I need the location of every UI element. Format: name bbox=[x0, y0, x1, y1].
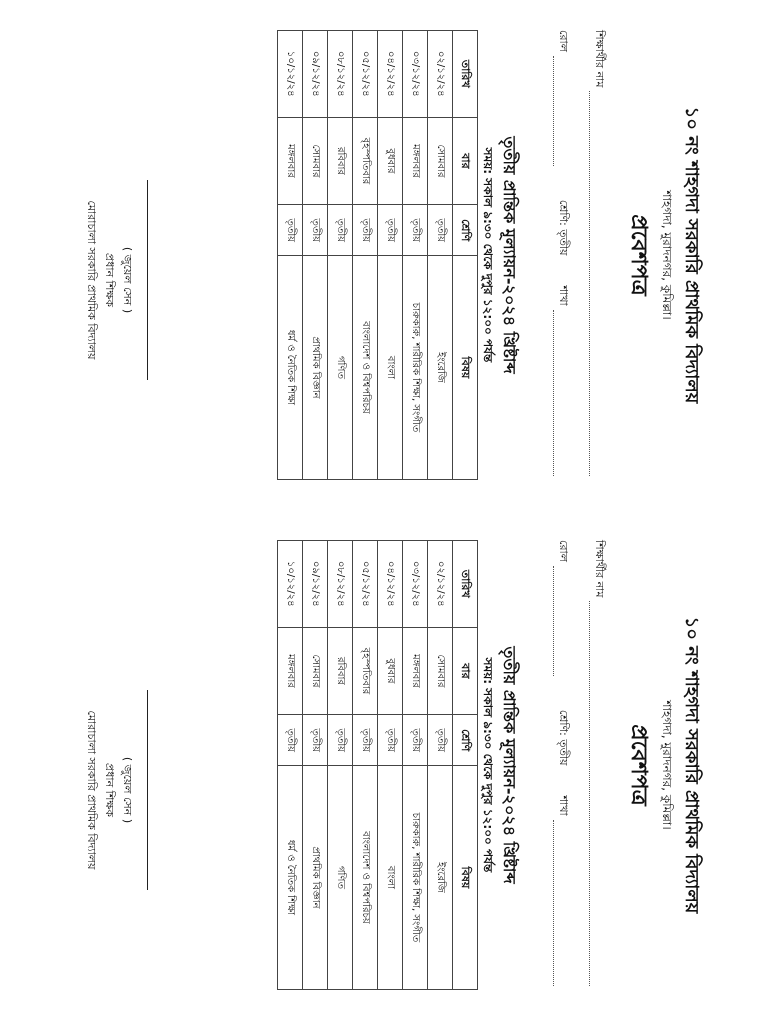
table-cell: বাংলাদেশ ও বিশ্বপরিচয় bbox=[353, 255, 378, 479]
table-cell: গণিত bbox=[328, 255, 353, 479]
table-cell: ০৩/১২/২৪ bbox=[403, 31, 428, 118]
table-cell: সোমবার bbox=[428, 117, 453, 205]
table-header-cell: শ্রেণি bbox=[453, 205, 478, 255]
roll-label: রোল bbox=[557, 30, 570, 52]
table-cell: তৃতীয় bbox=[353, 715, 378, 765]
table-cell: মঙ্গলবার bbox=[403, 627, 428, 715]
table-cell: ০৩/১২/২৪ bbox=[403, 541, 428, 628]
table-header-cell: বিষয় bbox=[453, 255, 478, 479]
table-cell: সোমবার bbox=[303, 627, 328, 715]
class-label: শ্রেণি: তৃতীয় bbox=[557, 709, 570, 766]
table-cell: বুধবার bbox=[378, 117, 403, 205]
table-cell: ইংরেজি bbox=[428, 255, 453, 479]
school-name: ১০ নং শাহগদা সরকারি প্রাথমিক বিদ্যালয় bbox=[681, 106, 702, 404]
table-row bbox=[428, 541, 453, 990]
exam-time: সময়: সকাল ৯:৩০ থেকে দুপুর ১২:০০ পর্যন্ত bbox=[481, 147, 495, 363]
table-cell: মঙ্গলবার bbox=[278, 627, 303, 715]
table-cell: ০৫/১২/২৪ bbox=[353, 541, 378, 628]
table-cell: তৃতীয় bbox=[428, 205, 453, 255]
signatory-name: ( জুয়েল সেন ) bbox=[121, 756, 134, 824]
table-cell: তৃতীয় bbox=[328, 205, 353, 255]
school-name: ১০ নং শাহগদা সরকারি প্রাথমিক বিদ্যালয় bbox=[681, 616, 702, 914]
student-name-blank bbox=[589, 601, 600, 986]
student-name-row bbox=[589, 540, 608, 990]
table-cell: ০৪/১২/২৪ bbox=[378, 541, 403, 628]
roll-label: রোল bbox=[557, 540, 570, 562]
table-cell: রবিবার bbox=[328, 117, 353, 205]
signatory-school: মোরাচালা সরকারি প্রাথমিক বিদ্যালয় bbox=[85, 200, 98, 360]
table-cell: গণিত bbox=[328, 765, 353, 989]
table-cell: সোমবার bbox=[303, 117, 328, 205]
exam-title: তৃতীয় প্রান্তিক মূল্যায়ন-২০২৪ খ্রিষ্টাব্দ bbox=[500, 136, 519, 374]
table-header-cell: বার bbox=[453, 627, 478, 715]
table-cell: বৃহস্পতিবার bbox=[353, 627, 378, 715]
table-cell: মঙ্গলবার bbox=[403, 117, 428, 205]
table-row bbox=[403, 541, 428, 990]
table-cell: তৃতীয় bbox=[303, 715, 328, 765]
table-cell: তৃতীয় bbox=[428, 715, 453, 765]
table-cell: বুধবার bbox=[378, 627, 403, 715]
table-cell: সোমবার bbox=[428, 627, 453, 715]
table-cell: বাংলাদেশ ও বিশ্বপরিচয় bbox=[353, 765, 378, 989]
table-cell: তৃতীয় bbox=[328, 715, 353, 765]
table-cell: তৃতীয় bbox=[278, 715, 303, 765]
table-cell: বাংলা bbox=[378, 255, 403, 479]
table-cell: ইংরেজি bbox=[428, 765, 453, 989]
table-cell: চারুকারু, শারীরিক শিক্ষা, সংগীত bbox=[403, 255, 428, 479]
school-address: শাহগদা, মুরাদনগর, কুমিল্লা। bbox=[660, 190, 674, 320]
signatory-school: মোরাচালা সরকারি প্রাথমিক বিদ্যালয় bbox=[85, 710, 98, 870]
table-cell: ১০/১২/২৪ bbox=[278, 541, 303, 628]
class-label: শ্রেণি: তৃতীয় bbox=[557, 199, 570, 256]
section-label: শাখা bbox=[557, 285, 570, 306]
table-cell: ১০/১২/২৪ bbox=[278, 31, 303, 118]
section-blank bbox=[553, 820, 564, 986]
table-cell: প্রাথমিক বিজ্ঞান bbox=[303, 765, 328, 989]
table-cell: ০৯/১২/২৪ bbox=[303, 541, 328, 628]
table-cell: ০৫/১২/২৪ bbox=[353, 31, 378, 118]
table-row bbox=[278, 541, 303, 990]
table-header-cell: শ্রেণি bbox=[453, 715, 478, 765]
exam-title: তৃতীয় প্রান্তিক মূল্যায়ন-২০২৪ খ্রিষ্টাব্দ bbox=[500, 646, 519, 884]
roll-blank bbox=[553, 566, 564, 676]
signatory-name: ( জুয়েল সেন ) bbox=[121, 246, 134, 314]
exam-schedule-table bbox=[277, 540, 478, 990]
signature-line bbox=[147, 690, 148, 890]
student-name-label: শিক্ষার্থীর নাম bbox=[593, 30, 606, 88]
table-cell: ০৪/১২/২৪ bbox=[378, 31, 403, 118]
table-cell: মঙ্গলবার bbox=[278, 117, 303, 205]
table-cell: তৃতীয় bbox=[403, 715, 428, 765]
section-label: শাখা bbox=[557, 795, 570, 816]
student-name-label: শিক্ষার্থীর নাম bbox=[593, 540, 606, 598]
table-header-cell: বিষয় bbox=[453, 765, 478, 989]
table-cell: তৃতীয় bbox=[353, 205, 378, 255]
roll-class-section-row bbox=[553, 540, 572, 990]
document-title: প্রবেশপত্র bbox=[626, 214, 651, 296]
table-cell: ধর্ম ও নৈতিক শিক্ষা bbox=[278, 255, 303, 479]
table-cell: ০৮/১২/২৪ bbox=[328, 541, 353, 628]
table-cell: ০৮/১২/২৪ bbox=[328, 31, 353, 118]
table-cell: তৃতীয় bbox=[378, 205, 403, 255]
table-cell: ধর্ম ও নৈতিক শিক্ষা bbox=[278, 765, 303, 989]
table-header-cell: তারিখ bbox=[453, 31, 478, 118]
table-cell: তৃতীয় bbox=[378, 715, 403, 765]
table-row bbox=[328, 541, 353, 990]
table-cell: প্রাথমিক বিজ্ঞান bbox=[303, 255, 328, 479]
table-cell: তৃতীয় bbox=[303, 205, 328, 255]
table-header-cell: বার bbox=[453, 117, 478, 205]
signatory-designation: প্রধান শিক্ষক bbox=[103, 253, 116, 307]
table-cell: ০২/১২/২৪ bbox=[428, 541, 453, 628]
table-cell: তৃতীয় bbox=[403, 205, 428, 255]
table-cell: তৃতীয় bbox=[278, 205, 303, 255]
signatory-designation: প্রধান শিক্ষক bbox=[103, 763, 116, 817]
table-cell: রবিবার bbox=[328, 627, 353, 715]
table-row bbox=[303, 541, 328, 990]
table-cell: ০৯/১২/২৪ bbox=[303, 31, 328, 118]
school-address: শাহগদা, মুরাদনগর, কুমিল্লা। bbox=[660, 700, 674, 830]
table-header-cell: তারিখ bbox=[453, 541, 478, 628]
table-cell: চারুকারু, শারীরিক শিক্ষা, সংগীত bbox=[403, 765, 428, 989]
table-row bbox=[378, 541, 403, 990]
table-cell: বৃহস্পতিবার bbox=[353, 117, 378, 205]
table-cell: ০২/১২/২৪ bbox=[428, 31, 453, 118]
document-title: প্রবেশপত্র bbox=[626, 724, 651, 806]
table-cell: বাংলা bbox=[378, 765, 403, 989]
exam-time: সময়: সকাল ৯:৩০ থেকে দুপুর ১২:০০ পর্যন্ত bbox=[481, 657, 495, 873]
table-row bbox=[353, 541, 378, 990]
